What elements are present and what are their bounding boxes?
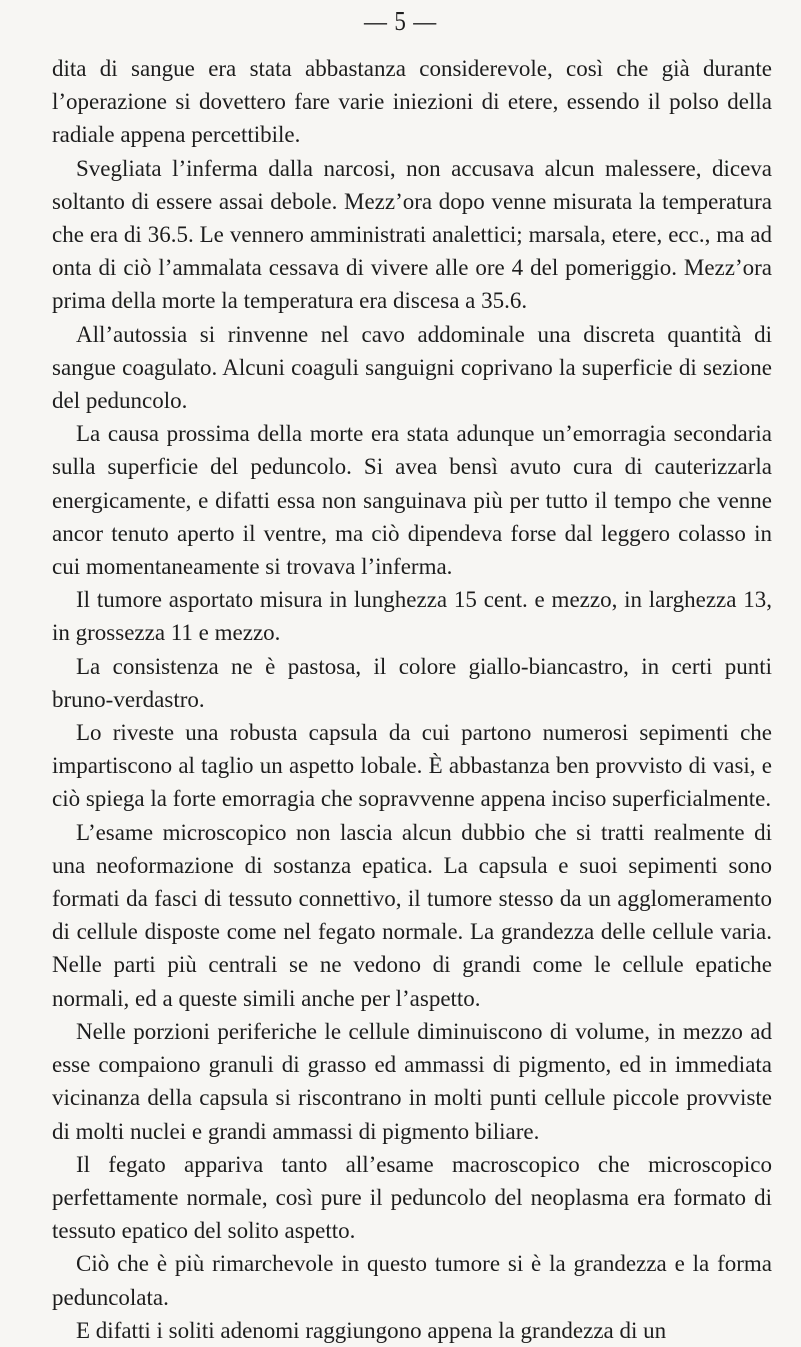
- paragraph: Nelle porzioni periferiche le cellule diminuiscono di volume, in mezzo ad esse compaiono granuli di grasso ed ammassi di pigmento, ed in immediata vicinanza della capsula si riscontrano in molti punti cellule piccole provviste di molti nuclei e grandi ammassi di pigmento biliare.: [52, 1018, 772, 1144]
- body-text: [52, 52, 772, 1347]
- paragraph: Ciò che è più rimarchevole in questo tumore si è la grandezza e la forma peduncolata.: [52, 1251, 772, 1310]
- paragraph: E difatti i soliti adenomi raggiungono appena la grandezza di un: [76, 1317, 667, 1343]
- paragraph: Il tumore asportato misura in lunghezza 15 cent. e mezzo, in larghezza 13, in grossezza 11 e mezzo.: [52, 587, 772, 646]
- paragraph: Svegliata l’inferma dalla narcosi, non accusava alcun malessere, diceva soltanto di essere assai debole. Mezz’ora dopo venne misurata la temperatura che era di 36.5. Le vennero amministrati analettici; marsala, etere, ecc., ma ad onta di ciò l’ammalata cessava di vivere alle ore 4 del pomeriggio. Mezz’ora prima della morte la temperatura era discesa a 35.6.: [52, 155, 772, 314]
- paragraph: dita di sangue era stata abbastanza considerevole, così che già durante l’operazione si dovettero fare varie iniezioni di etere, essendo il polso della radiale appena percettibile.: [52, 56, 772, 148]
- paragraph: Lo riveste una robusta capsula da cui partono numerosi sepimenti che impartiscono al taglio un aspetto lobale. È abbastanza ben provvisto di vasi, e ciò spiega la forte emorragia che sopravvenne appena inciso superficialmente.: [52, 720, 772, 812]
- paragraph: La causa prossima della morte era stata adunque un’emorragia secondaria sulla superficie del peduncolo. Si avea bensì avuto cura di cauterizzarla energicamente, e difatti essa non sanguinava più per tutto il tempo che venne ancor tenuto aperto il ventre, ma ciò dipendeva forse dal leggero colasso in cui momentaneamente si trovava l’inferma.: [52, 421, 772, 580]
- page-number: — 5 —: [363, 6, 438, 36]
- paragraph: La consistenza ne è pastosa, il colore giallo-biancastro, in certi punti bruno-verdastro.: [52, 653, 772, 712]
- paragraph: All’autossia si rinvenne nel cavo addominale una discreta quantità di sangue coagulato. Alcuni coaguli sanguigni coprivano la superficie di sezione del peduncolo.: [52, 321, 772, 414]
- paragraph: Il fegato appariva tanto all’esame macroscopico che microscopico perfettamente normale, così pure il peduncolo del neoplasma era formato di tessuto epatico del solito aspetto.: [52, 1151, 772, 1244]
- paragraph: L’esame microscopico non lascia alcun dubbio che si tratti realmente di una neoformazione di sostanza epatica. La capsula e suoi sepimenti sono formati da fasci di tessuto connettivo, il tumore stesso da un agglomeramento di cellule disposte come nel fegato normale. La grandezza delle cellule varia. Nelle parti più centrali se ne vedono di grandi come le cellule epatiche normali, ed a queste simili anche per l’aspetto.: [52, 819, 772, 1011]
